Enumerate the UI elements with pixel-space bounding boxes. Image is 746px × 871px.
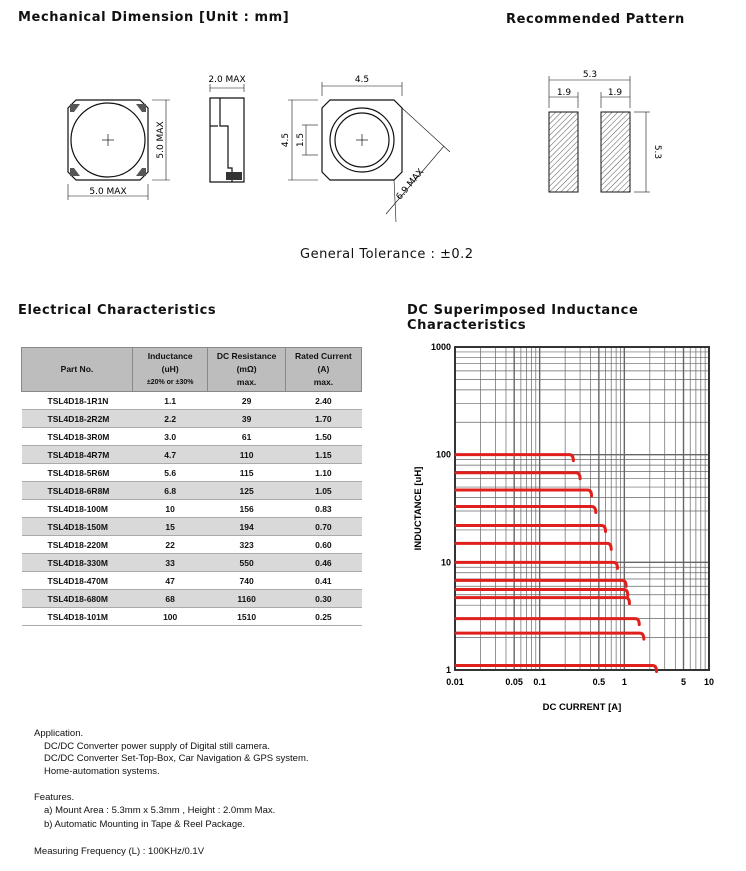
pattern-total-label: 5.3	[582, 70, 598, 80]
application-line: DC/DC Converter Set-Top-Box, Car Navigation & GPS system.	[44, 753, 309, 764]
mechanical-drawings	[0, 40, 746, 270]
features-line: b) Automatic Mounting in Tape & Reel Package.	[44, 819, 246, 830]
application-line: Home-automation systems.	[44, 765, 160, 777]
recommended-pattern-title: Recommended Pattern	[506, 12, 685, 27]
cell-inductance: 33	[132, 554, 208, 572]
top-view-drawing	[288, 82, 450, 222]
x-tick-label: 5	[681, 677, 687, 687]
cell-rated-current: 1.70	[285, 410, 361, 428]
cell-inductance: 1.1	[132, 392, 208, 410]
cell-rated-current: 0.60	[285, 536, 361, 554]
application-line: DC/DC Converter power supply of Digital still camera.	[44, 740, 270, 752]
x-tick-label: 1	[621, 677, 627, 687]
pattern-pad-left-label: 1.9	[556, 88, 572, 98]
cell-part-no: TSL4D18-1R1N	[22, 392, 133, 410]
cell-rated-current: 1.50	[285, 428, 361, 446]
diagonal-label: 6.9 MAX	[394, 167, 427, 203]
table-row	[22, 464, 362, 482]
cell-part-no: TSL4D18-2R2M	[22, 410, 133, 428]
table-row	[22, 482, 362, 500]
cell-rated-current: 0.70	[285, 518, 361, 536]
cell-inductance: 5.6	[132, 464, 208, 482]
table-row	[22, 446, 362, 464]
table-row	[22, 608, 362, 626]
inductance-curve	[456, 490, 592, 496]
cell-part-no: TSL4D18-470M	[22, 572, 133, 590]
x-axis-label: DC CURRENT [A]	[542, 702, 622, 713]
header-inductance: Inductance (uH) ±20% or ±30%	[132, 348, 208, 392]
cell-inductance: 10	[132, 500, 208, 518]
cell-part-no: TSL4D18-101M	[22, 608, 133, 626]
cell-inductance: 4.7	[132, 446, 208, 464]
cell-dc-resistance: 1510	[208, 608, 285, 626]
cell-rated-current: 0.46	[285, 554, 361, 572]
plot-frame	[455, 347, 709, 670]
table-row	[22, 428, 362, 446]
x-tick-label: 0.05	[505, 677, 523, 687]
y-tick-label: 10	[440, 557, 451, 568]
cell-dc-resistance: 125	[208, 482, 285, 500]
front-height-label: 5.0 MAX	[156, 121, 166, 159]
inductance-curve	[456, 598, 629, 604]
inductance-curve	[456, 619, 639, 625]
pattern-pad-right-label: 1.9	[607, 88, 623, 98]
top-width-label: 4.5	[354, 75, 370, 85]
table-row	[22, 500, 362, 518]
cell-part-no: TSL4D18-6R8M	[22, 482, 133, 500]
cell-dc-resistance: 740	[208, 572, 285, 590]
cell-inductance: 47	[132, 572, 208, 590]
table-header-row	[22, 348, 362, 392]
cell-dc-resistance: 29	[208, 392, 285, 410]
header-dc-resistance: DC Resistance (mΩ) max.	[208, 348, 285, 392]
general-tolerance: General Tolerance : ±0.2	[300, 247, 474, 262]
cell-rated-current: 1.10	[285, 464, 361, 482]
table-row	[22, 518, 362, 536]
cell-part-no: TSL4D18-4R7M	[22, 446, 133, 464]
inductance-curve	[456, 507, 596, 513]
cell-dc-resistance: 156	[208, 500, 285, 518]
cell-part-no: TSL4D18-100M	[22, 500, 133, 518]
cell-dc-resistance: 323	[208, 536, 285, 554]
cell-inductance: 6.8	[132, 482, 208, 500]
top-height-label: 4.5	[281, 132, 291, 148]
features-line: a) Mount Area : 5.3mm x 5.3mm , Height : 2.0mm Max.	[44, 804, 276, 816]
table-row	[22, 410, 362, 428]
cell-inductance: 15	[132, 518, 208, 536]
application-title: Application.	[34, 728, 84, 739]
notes-section	[34, 728, 309, 858]
pattern-height-label: 5.3	[652, 144, 662, 160]
measuring-frequency: Measuring Frequency (L) : 100KHz/0.1V	[34, 845, 205, 857]
inductance-curve	[456, 633, 644, 639]
cell-part-no: TSL4D18-150M	[22, 518, 133, 536]
y-tick-label: 1000	[430, 342, 451, 352]
cell-dc-resistance: 1160	[208, 590, 285, 608]
cell-dc-resistance: 550	[208, 554, 285, 572]
table-row	[22, 536, 362, 554]
table-body	[22, 392, 362, 626]
table-row	[22, 554, 362, 572]
cell-part-no: TSL4D18-3R0M	[22, 428, 133, 446]
cell-part-no: TSL4D18-5R6M	[22, 464, 133, 482]
cell-dc-resistance: 110	[208, 446, 285, 464]
cell-inductance: 100	[132, 608, 208, 626]
table-row	[22, 590, 362, 608]
front-width-label: 5.0 MAX	[89, 187, 127, 197]
inductance-curve	[456, 473, 580, 479]
side-thickness-label: 2.0 MAX	[208, 75, 246, 85]
cell-rated-current: 1.05	[285, 482, 361, 500]
table-row	[22, 392, 362, 410]
dc-superimposed-title: DC Superimposed Inductance Characteristics	[407, 303, 639, 333]
electrical-characteristics-title: Electrical Characteristics	[18, 303, 217, 318]
y-axis-label: INDUCTANCE [uH]	[413, 466, 424, 551]
inductance-curve	[456, 580, 626, 586]
top-inner-label: 1.5	[296, 132, 306, 148]
cell-part-no: TSL4D18-680M	[22, 590, 133, 608]
cell-dc-resistance: 39	[208, 410, 285, 428]
electrical-characteristics-table	[21, 347, 362, 626]
cell-rated-current: 2.40	[285, 392, 361, 410]
x-tick-label: 0.1	[533, 677, 546, 687]
cell-inductance: 2.2	[132, 410, 208, 428]
x-tick-label: 0.5	[592, 677, 606, 687]
cell-rated-current: 0.25	[285, 608, 361, 626]
cell-rated-current: 0.41	[285, 572, 361, 590]
y-tick-label: 1	[445, 665, 451, 675]
cell-part-no: TSL4D18-330M	[22, 554, 133, 572]
mechanical-dimension-title: Mechanical Dimension [Unit : mm]	[18, 10, 290, 25]
header-part-no: Part No.	[22, 348, 133, 392]
side-view-drawing	[210, 84, 244, 182]
table-row	[22, 572, 362, 590]
x-tick-label: 0.01	[446, 677, 464, 687]
cell-dc-resistance: 115	[208, 464, 285, 482]
header-rated-current: Rated Current (A) max.	[285, 348, 361, 392]
dc-superimposed-chart	[405, 335, 746, 720]
cell-dc-resistance: 194	[208, 518, 285, 536]
features-title: Features.	[34, 792, 75, 803]
cell-rated-current: 1.15	[285, 446, 361, 464]
y-tick-label: 100	[435, 449, 451, 460]
x-tick-label: 10	[703, 677, 715, 687]
cell-dc-resistance: 61	[208, 428, 285, 446]
cell-inductance: 22	[132, 536, 208, 554]
cell-inductance: 3.0	[132, 428, 208, 446]
cell-part-no: TSL4D18-220M	[22, 536, 133, 554]
inductance-curve	[456, 543, 611, 549]
front-view-drawing	[68, 100, 170, 200]
cell-rated-current: 0.30	[285, 590, 361, 608]
inductance-curve	[456, 525, 606, 531]
cell-rated-current: 0.83	[285, 500, 361, 518]
cell-inductance: 68	[132, 590, 208, 608]
